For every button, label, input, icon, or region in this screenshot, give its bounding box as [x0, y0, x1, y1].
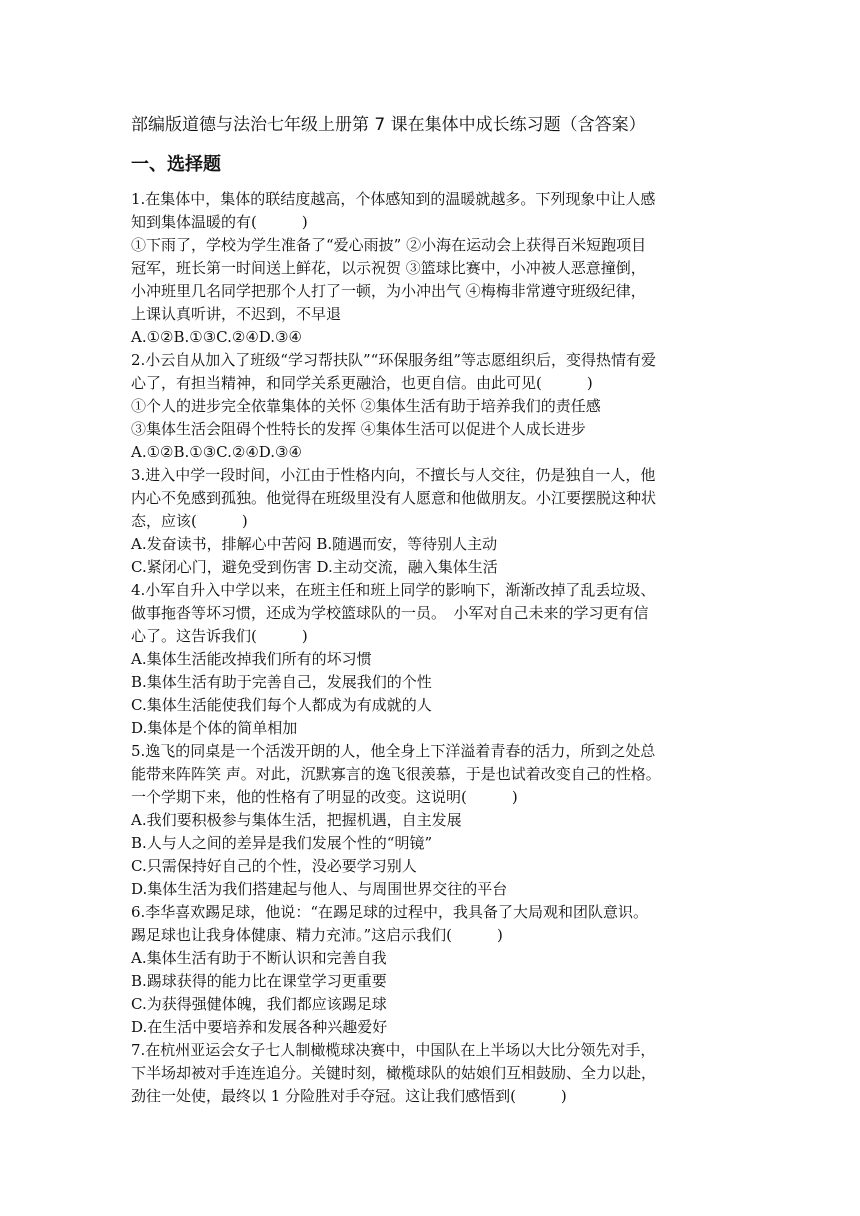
question-line: 4.小军自升入中学以来，在班主任和班上同学的影响下，渐渐改掉了乱丢垃圾、 [131, 581, 656, 599]
question-line: 心了，有担当精神，和同学关系更融洽，也更自信。由此可见( ) [131, 374, 593, 392]
question-line: 知到集体温暖的有( ) [131, 213, 308, 231]
question-list [131, 188, 735, 1108]
question-line: B.集体生活有助于完善自己，发展我们的个性 [131, 673, 432, 691]
question-line: 态，应该( ) [131, 512, 248, 530]
question-line: A.集体生活能改掉我们所有的坏习惯 [131, 650, 372, 668]
question-1 [131, 188, 735, 349]
question-line: 7.在杭州亚运会女子七人制橄榄球决赛中，中国队在上半场以大比分领先对手， [131, 1041, 656, 1059]
question-line: D.集体生活为我们搭建起与他人、与周围世界交往的平台 [131, 880, 508, 898]
question-line: 一个学期下来，他的性格有了明显的改变。这说明( ) [131, 788, 518, 806]
question-line: ③集体生活会阻碍个性特长的发挥 ④集体生活可以促进个人成长进步 [131, 420, 586, 438]
section-heading: 一、选择题 [131, 154, 221, 175]
question-line: B.人与人之间的差异是我们发展个性的“明镜” [131, 834, 433, 852]
question-6 [131, 901, 735, 1039]
question-line: C.紧闭心门，避免受到伤害 D.主动交流，融入集体生活 [131, 558, 498, 576]
question-line: C.为获得强健体魄，我们都应该踢足球 [131, 995, 387, 1013]
question-line: 劲往一处使，最终以 1 分险胜对手夺冠。这让我们感悟到( ) [131, 1087, 567, 1105]
question-line: 小冲班里几名同学把那个人打了一顿，为小冲出气 ④梅梅非常遵守班级纪律， [131, 282, 646, 300]
question-line: 踢足球也让我身体健康、精力充沛。”这启示我们( ) [131, 926, 503, 944]
question-line: 1.在集体中，集体的联结度越高，个体感知到的温暖就越多。下列现象中让人感 [131, 190, 656, 208]
question-line: 做事拖沓等坏习惯，还成为学校篮球队的一员。 小军对自己未来的学习更有信 [131, 604, 649, 622]
question-2 [131, 349, 735, 464]
question-line: D.在生活中要培养和发展各种兴趣爱好 [131, 1018, 388, 1036]
question-line: 6.李华喜欢踢足球，他说：“在踢足球的过程中，我具备了大局观和团队意识。 [131, 903, 648, 921]
question-line: 5.逸飞的同桌是一个活泼开朗的人，他全身上下洋溢着青春的活力，所到之处总 [131, 742, 656, 760]
question-line: 3.进入中学一段时间，小江由于性格内向，不擅长与人交往，仍是独自一人，他 [131, 466, 656, 484]
question-3 [131, 464, 735, 579]
question-line: 内心不免感到孤独。他觉得在班级里没有人愿意和他做朋友。小江要摆脱这种状 [131, 489, 657, 507]
question-line: 能带来阵阵笑 声。对此，沉默寡言的逸飞很羡慕，于是也试着改变自己的性格。 [131, 765, 661, 783]
question-5 [131, 740, 735, 901]
question-line: A.①②B.①③C.②④D.③④ [131, 443, 302, 461]
question-line: ①个人的进步完全依靠集体的关怀 ②集体生活有助于培养我们的责任感 [131, 397, 601, 415]
document-title: 部编版道德与法治七年级上册第 7 课在集体中成长练习题（含答案） [131, 115, 646, 135]
question-line: 上课认真听讲，不迟到，不早退 [131, 305, 342, 323]
question-line: 心了。这告诉我们( ) [131, 627, 308, 645]
question-line: 下半场却被对手连连追分。关键时刻，橄榄球队的姑娘们互相鼓励、全力以赴， [131, 1064, 657, 1082]
question-line: B.踢球获得的能力比在课堂学习更重要 [131, 972, 387, 990]
question-line: A.发奋读书，排解心中苦闷 B.随遇而安，等待别人主动 [131, 535, 498, 553]
question-line: 冠军，班长第一时间送上鲜花，以示祝贺 ③篮球比赛中，小冲被人恶意撞倒， [131, 259, 646, 277]
document-content [131, 112, 735, 1108]
question-line: A.①②B.①③C.②④D.③④ [131, 328, 302, 346]
question-line: 2.小云自从加入了班级“学习帮扶队”“环保服务组”等志愿组织后，变得热情有爱 [131, 351, 656, 369]
question-line: ①下雨了，学校为学生准备了“爱心雨披” ②小海在运动会上获得百米短跑项目 [131, 236, 647, 254]
question-line: C.集体生活能使我们每个人都成为有成就的人 [131, 696, 432, 714]
question-line: C.只需保持好自己的个性，没必要学习别人 [131, 857, 417, 875]
question-7 [131, 1039, 735, 1108]
question-line: A.我们要积极参与集体生活，把握机遇，自主发展 [131, 811, 462, 829]
question-4 [131, 579, 735, 740]
question-line: A.集体生活有助于不断认识和完善自我 [131, 949, 387, 967]
question-line: D.集体是个体的简单相加 [131, 719, 298, 737]
